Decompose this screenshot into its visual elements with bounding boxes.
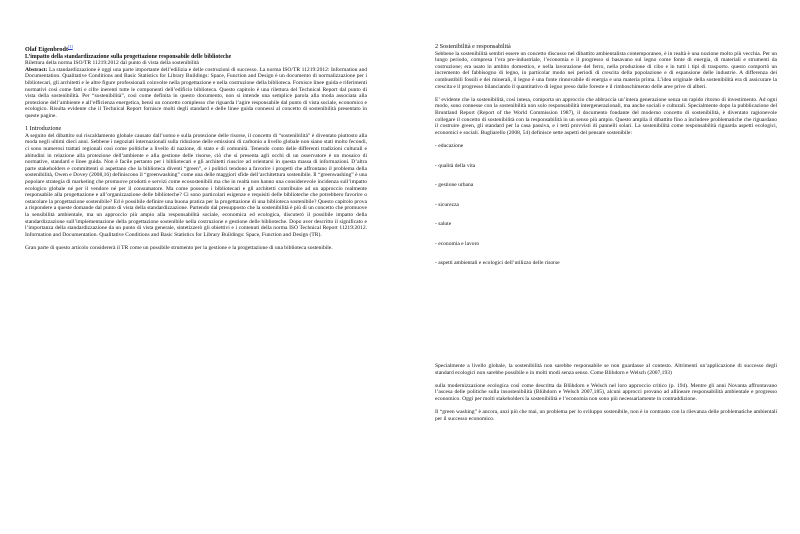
intro-paragraph-2: Gran parte di questo articolo considererà il TR come un possibile strumento per la gestione e la progettazione di una biblioteca sostenibile. bbox=[25, 244, 333, 251]
list-item: - educazione bbox=[435, 142, 464, 149]
list-item: - economia e lavoro bbox=[435, 240, 480, 247]
abstract bbox=[25, 67, 367, 120]
right-paragraph-2: E’ evidente che la sostenibilità, così intesa, comporta un approccio che abbraccia un’intera generazione senza un rapido ritorno di investimento. Ad ogni modo, sono connesse con la sostenibilità non solo responsabilità intergenerazionali, ma anche sociali e culturali. Specialmente dopo la pubblicazione del Bruntland Report (Report of the World Commission 1987), il documento fondante del moderno concetto di sostenibilità, è diventato ragionevole collegare il concetto di sostenibilità con la responsabilità in un senso più ampio. Questo amplia il dibattito fino a includere problematiche che riguardano il costruire green, gli standard per la casa passiva, e i tetti provvisti di pannelli solari. La sostenibilità come responsabilità riguarda aspetti ecologici, economici e sociali. Bugliarello (2008, 54) definisce sette aspetti del pensare sostenibile: bbox=[435, 96, 777, 136]
right-paragraph-1: Sebbene la sostenibilità sembri essere un concetto discusso nel dibattito ambientalista contemporaneo, è in realtà è una nozione molto più vecchia. Per un lungo periodo, compresa l’era pre-industriale, l’economia e il progresso si basavano sul legno come fonte di energia, di materiali e strumenti da costruzione; era usato in ambito domestico, e nella lavorazione del ferro, nella produzione di cibo e in tutti i tipi di trasporto. questo comportò un incremento del fabbisogno di legno, in particolar modo nei periodi di crescita della popolazione e di espansione delle industrie. A differenza dei combustibili fossili e dei minerali, il legno è una fonte rinnovabile di energia e una materia prima. L’idea originale della sostenibilità era di assicurare la crescita e il progresso bilanciando il quantitativo di legno preso dalle foreste e il rimboschimento delle aree prive di alberi. bbox=[435, 50, 777, 90]
list-item: - salute bbox=[435, 221, 452, 228]
abstract-label: Abstract: bbox=[25, 66, 48, 73]
section-heading-sostenibilita: 2 Sostenibilità e responsabilità bbox=[435, 43, 511, 50]
list-item: - gestione urbana bbox=[435, 182, 474, 189]
right-paragraph-5: Il “green washing” è ancora, anzi più che mai, un problema per lo sviluppo sostenibile, non è in contrasto con la rilevanza delle problematiche ambientali per il successo economico. bbox=[435, 409, 777, 422]
abstract-text: La standardizzazione è oggi una parte importante dell’edilizia e delle costruzioni di successo. La norma ISO/TR 11219:2012: Information and Documentation. Qualitative Conditions and Basic Statistics for Library Buildings: Space, Function and Design è un documento di normalizzazione per i bibliotecari, gli architetti e le altre figure professionali coinvolte nella progettazione e nella costruzione della biblioteca. Fornisce linee guida e riferimenti normativi così come fatti e cifre inerenti tutte le componenti dell’edificio biblioteca. Questo capitolo è una rilettura del Technical Report dal punto di vista della sostenibilità. Per “sostenibilità”, così come definita in questo documento, non si intende una semplice parola alla moda associata alla protezione dell’ambiente e all’efficienza energetica, bensì un concetto complesso che riguarda l’agire responsabile dal punto di vista sociale, economico e ecologico. Risulta evidente che il Technical Report fornisce molti degli standard e delle linee guida connessi al concetto di sostenibilità presentato in queste pagine. bbox=[25, 66, 367, 119]
author-name: Olaf Eigenbrodt bbox=[25, 46, 69, 54]
list-item: - aspetti ambientali e ecologici dell’utilizzo delle risorse bbox=[435, 260, 560, 267]
footnote-link[interactable]: [1] bbox=[68, 44, 73, 49]
author-line bbox=[25, 44, 367, 54]
right-paragraph-3: Specialmente a livello globale, la sostenibilità non sarebbe responsabile se non guardasse al contesto. Altrimenti un’applicazione di successo degli standard ecologici non sarebbe possibile e in molti modi senza senso. Come Blihdorn e Welsch (2007,193) bbox=[435, 363, 777, 376]
list-item: - sicurezza bbox=[435, 201, 459, 208]
intro-paragraph-1: A seguito del dibattito sul riscaldamento globale causato dall’uomo e sulla protezione delle risorse, il concetto di “sostenibilità” è diventato piuttosto alla moda negli ultimi dieci anni. Sebbene i negoziati internazionali sulla riduzione delle emissioni di carbonio a livello globale non siano stati molto fecondi, ci sono numerosi trattati regionali così come politiche a livello di nazione, di stato e di comunità. Tenendo conto delle differenti tradizioni culturali e abitudini in relazione alla protezione dell’ambiente e alla gestione delle risorse, ciò che si presenta agli occhi di un osservatore è un mosaico di normative, standard e linee guida. Non è facile pertanto per i bibliotecari e gli architetti riuscire ad orientarsi in questa massa di informazioni. D’altra parte stakeholders e committenti si aspettano che la biblioteca diventi “green”, e i politici tendono a favorire i progetti che affrontano il problema della sostenibilità, Owen e Dovey (2008,16) definiscono il “greenwashing” come una delle maggiori sfide dell’architettura sostenibile. Il “greenwashing” è una popolare strategia di marketing che promuove prodotti e servizi come ecosostenibili ma che in realtà non hanno una considerevole incidenza sull’impatto ecologico globale né per il vendore né per il consumatore. Ma come possono i bibliotecari e gli architetti contribuire ad un approccio realmente responsabile alla progettazione e all’organizzazione delle biblioteche? Ci sono particolari esigenze e requisiti delle biblioteche che potrebbero favorire o ostacolare la progettazione sostenibile? Ed è possibile definire una buona pratica per la progettazione di una biblioteca sostenibile? Questo capitolo prova a rispondere a queste domande dal punto di vista della standardizzazione. Partendo dal presupposto che la sostenibilità è più di un concetto che promuove la sensibilità ambientale, ma un approccio più ampio alla responsabilità sociale, economica ed ecologica, discuterò il possibile impatto della standardizzazione sull’implementazione della progettazione sostenibile nella costruzione e gestione delle biblioteche. Dopo aver descritto il significato e l’importanza della standardizzazione da un punto di vista generale, sintetizzerò gli obiettivi e i contenuti della norma ISO Technical Report 11219:2012. Information and Documentation. Qualitative Conditions and Basic Statistics for Library Buildings: Space, Function and Design (TR). bbox=[25, 132, 367, 238]
article-subtitle: Rilettura della norma ISO/TR 11219:2012 dal punto di vista della sostenibilità bbox=[25, 60, 199, 67]
left-column bbox=[25, 44, 367, 251]
section-heading-introduzione: 1 Introduzione bbox=[25, 125, 62, 133]
right-column bbox=[435, 44, 777, 422]
right-paragraph-4: sulla modernizzazione ecologica così come descritta da Blühdorn e Welsch nel loro approccio critico (p. 194). Mentre gli anni Novanta affrontavano l’ascesa delle politiche sulla insostenibilità (Blühdorn e Welsch 2007,185), alcuni approcci provano ad allineare responsabilità ambientale e progresso economico. Oggi per molti stakeholders la sostenibilità e l’economia non sono più necessariamente in contraddizione. bbox=[435, 382, 777, 403]
list-item: - qualità della vita bbox=[435, 162, 476, 169]
article-title: L’impatto della standardizzazione sulla progettazione responsabile delle biblioteche bbox=[25, 53, 232, 60]
